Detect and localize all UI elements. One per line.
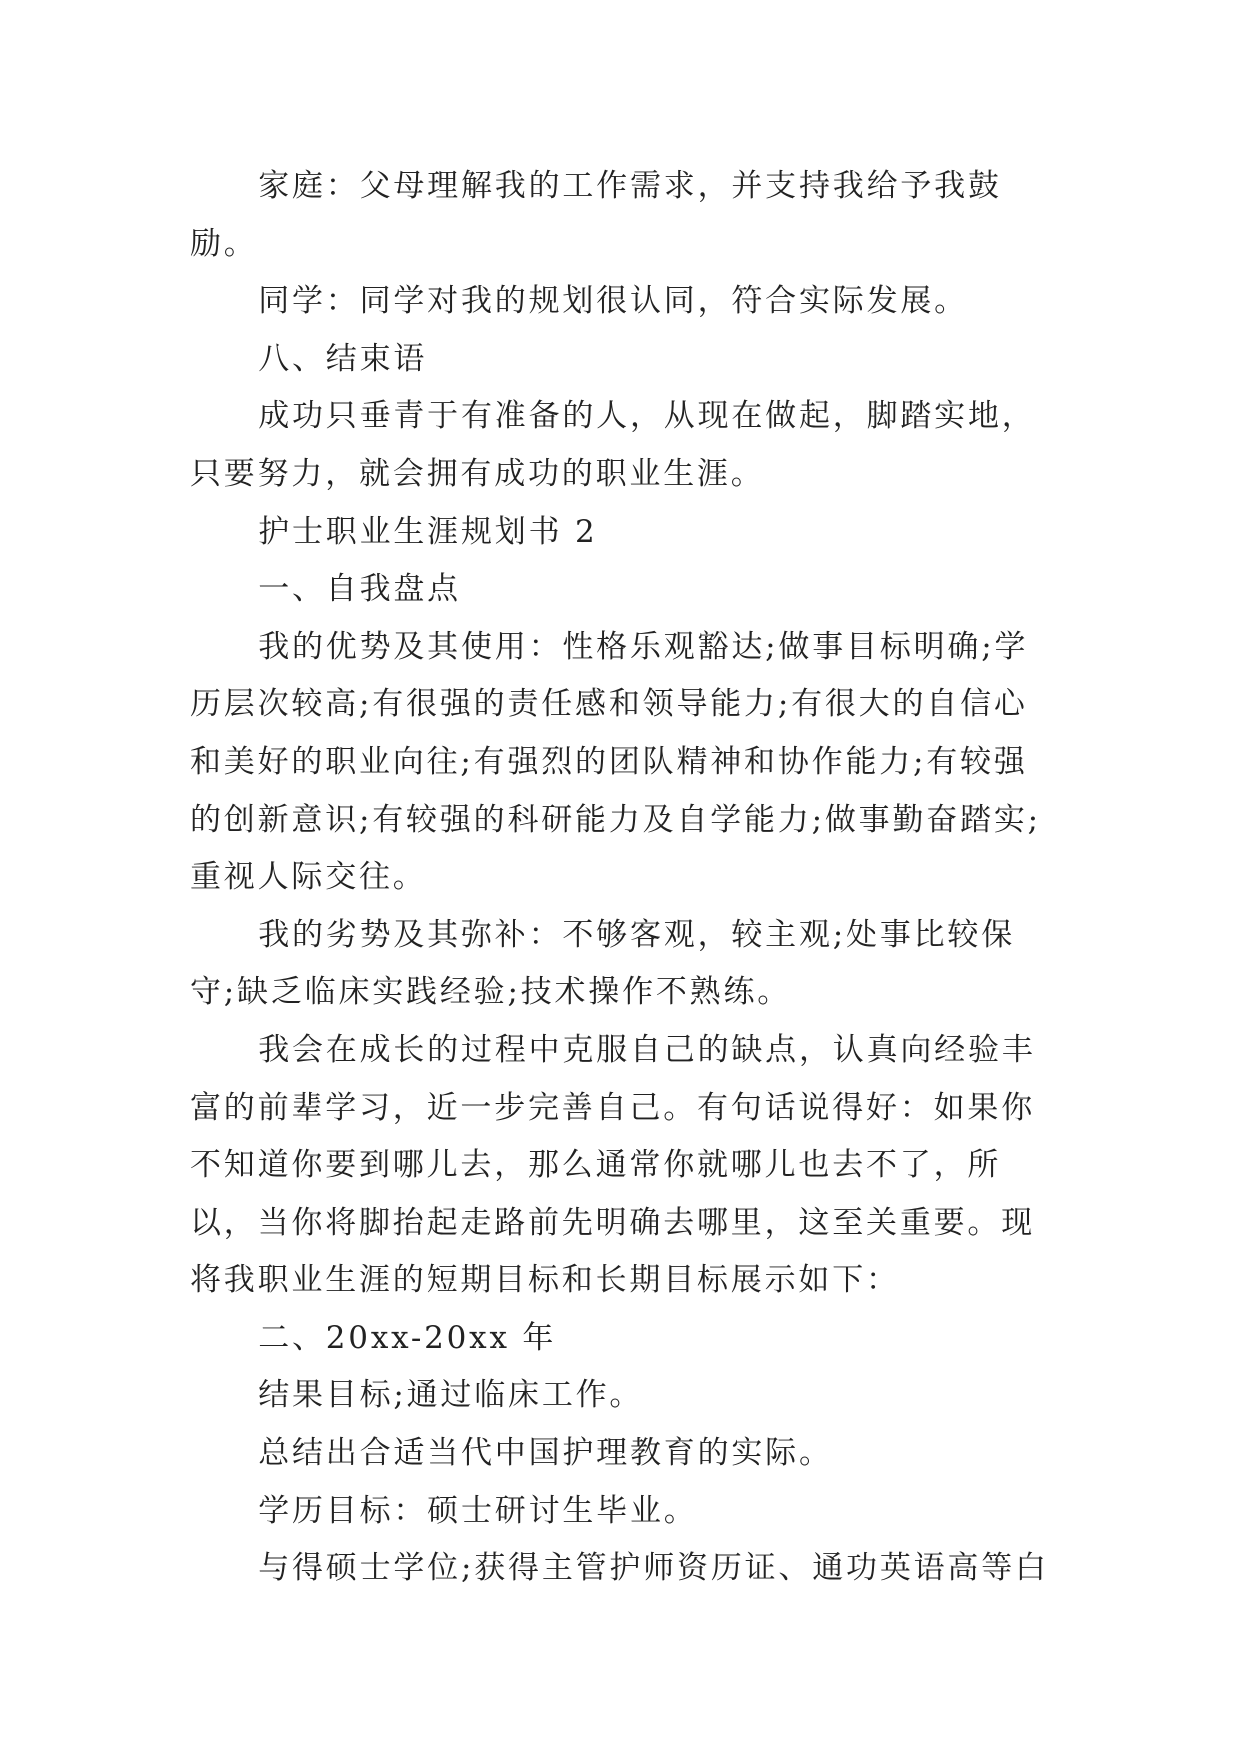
document-subtitle: 护士职业生涯规划书 2 (258, 513, 598, 550)
section-heading-period: 二、20xx-20xx 年 (258, 1319, 557, 1356)
paragraph-strengths: 我的优势及其使用：性格乐观豁达;做事目标明确;学历层次较高;有很强的责任感和领导能力;有很大的自信心和美好的职业向往;有强烈的团队精神和协作能力;有较强的创新意识;有较强的科研能力及自学能力;做事勤奋踏实;重视人际交往。 (190, 628, 1041, 896)
paragraph-weaknesses: 我的劣势及其弥补：不够客观，较主观;处事比较保守;缺乏临床实践经验;技术操作不熟练。 (190, 916, 1016, 1011)
paragraph-education-goal: 学历目标：硕士研讨生毕业。 (258, 1492, 698, 1529)
section-heading-self-review: 一、自我盘点 (258, 571, 461, 608)
paragraph-classmates: 同学：同学对我的规划很认同，符合实际发展。 (258, 283, 968, 320)
paragraph-family: 家庭：父母理解我的工作需求，并支持我给予我鼓励。 (190, 168, 1002, 262)
paragraph-growth: 我会在成长的过程中克服自己的缺点，认真向经验丰富的前辈学习，近一步完善自己。有句话说得好：如果你不知道你要到哪儿去，那么通常你就哪儿也去不了，所以，当你将脚抬起走路前先明确去哪里，这至关重要。现将我职业生涯的短期目标和长期目标展示如下： (190, 1031, 1036, 1299)
paragraph-result-goal: 结果目标;通过临床工作。 (258, 1377, 644, 1414)
paragraph-degree: 与得硕士学位;获得主管护师资历证、通功英语高等白 (258, 1550, 1049, 1587)
paragraph-summary: 总结出合适当代中国护理教育的实际。 (258, 1435, 833, 1472)
section-heading-conclusion: 八、结束语 (258, 340, 428, 377)
document-body (190, 158, 1060, 1598)
paragraph-conclusion: 成功只垂青于有准备的人，从现在做起，脚踏实地，只要努力，就会拥有成功的职业生涯。 (190, 398, 1036, 492)
